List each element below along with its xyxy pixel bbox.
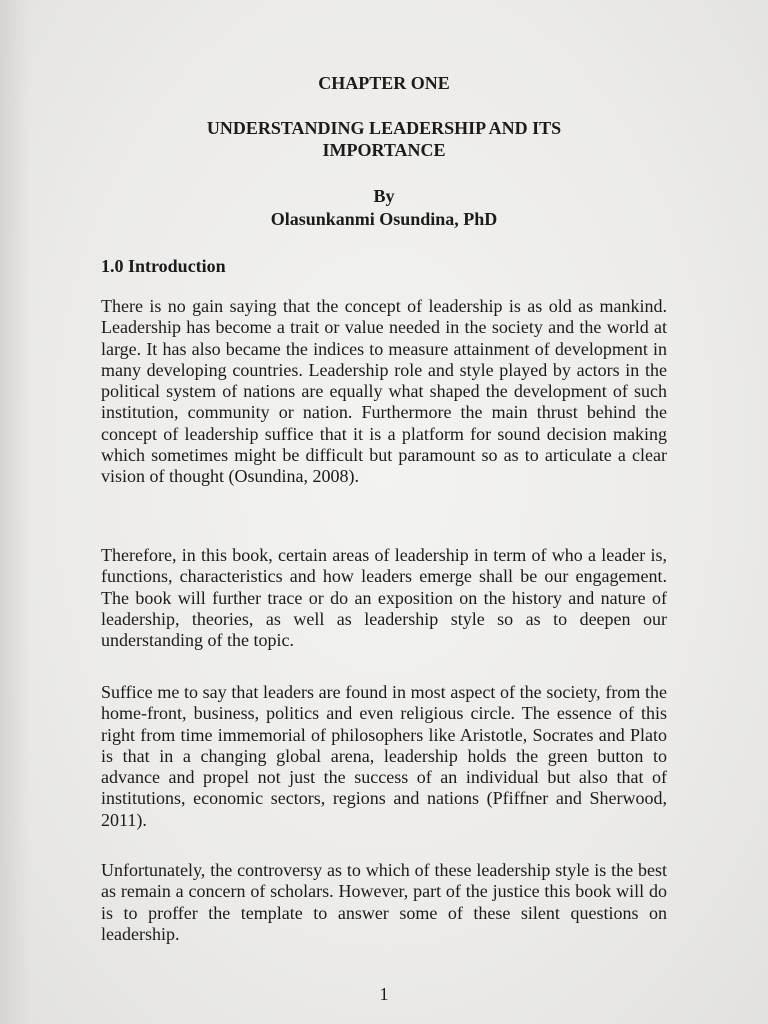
paragraph-2: Therefore, in this book, certain areas of leadership in term of who a leader is, functions, characteristics and how leaders emerge shall be our engagement. The book will further trace or do an exposition on the history and nature of leadership, theories, as well as leadership style so as to deepen our understanding of the topic. bbox=[101, 545, 667, 651]
paragraph-4: Unfortunately, the controversy as to which of these leadership style is the best as remain a concern of scholars. However, part of the justice this book will do is to proffer the template to answer some of these silent questions on leadership. bbox=[101, 860, 667, 944]
byline: By bbox=[373, 186, 395, 206]
section-heading: 1.0 Introduction bbox=[101, 256, 226, 276]
chapter-title: UNDERSTANDING LEADERSHIP AND ITS IMPORTANCE bbox=[206, 118, 562, 160]
page-edge-shadow bbox=[0, 0, 30, 1024]
paragraph-1: There is no gain saying that the concept of leadership is as old as mankind. Leadership has become a trait or value needed in the society and the world at large. It has also became the indices to measure attainment of development in many developing countries. Leadership role and style played by actors in the political system of nations are equally what shaped the development of such institution, community or nation. Furthermore the main thrust behind the concept of leadership suffice that it is a platform for sound decision making which sometimes might be difficult but paramount so as to articulate a clear vision of thought (Osundina, 2008). bbox=[101, 296, 667, 487]
page-number: 1 bbox=[379, 984, 389, 1004]
author-name: Olasunkanmi Osundina, PhD bbox=[270, 209, 498, 229]
chapter-label: CHAPTER ONE bbox=[318, 73, 450, 93]
paragraph-3: Suffice me to say that leaders are found in most aspect of the society, from the home-front, business, politics and even religious circle. The essence of this right from time immemorial of philosophers like Aristotle, Socrates and Plato is that in a changing global arena, leadership holds the green button to advance and propel not just the success of an individual but also that of institutions, economic sectors, regions and nations (Pfiffner and Sherwood, 2011). bbox=[101, 682, 667, 830]
